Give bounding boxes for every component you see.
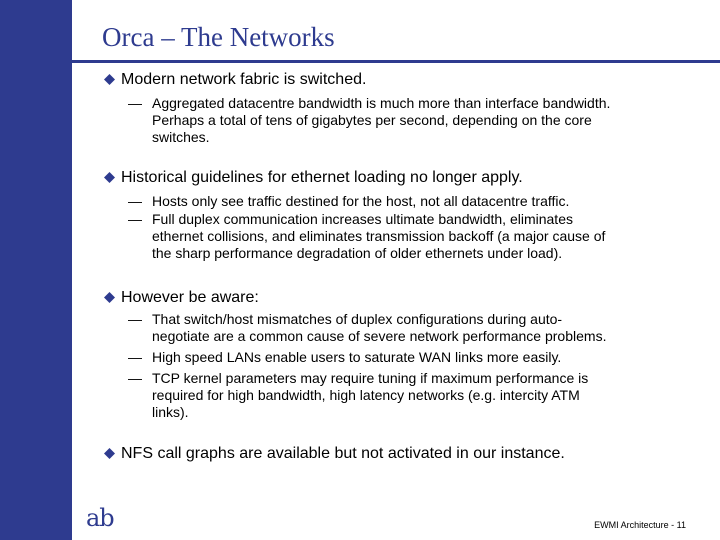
sub-bullet-item <box>128 193 708 210</box>
left-accent-bar <box>0 0 72 540</box>
bullet-text: NFS call graphs are available but not activated in our instance. <box>121 445 565 462</box>
sub-bullet-text <box>152 370 708 421</box>
dash-marker: — <box>128 193 142 209</box>
title-underline <box>24 60 720 63</box>
sub-bullet-line: Perhaps a total of tens of gigabytes per second, depending on the core <box>152 112 592 128</box>
dash-marker: — <box>128 349 142 365</box>
sub-bullet-text <box>152 311 708 345</box>
sub-bullet-item <box>128 349 708 366</box>
diamond-bullet-icon <box>104 292 115 303</box>
sub-bullet-text <box>152 193 708 210</box>
dash-marker: — <box>128 311 142 327</box>
sub-bullet-line: ethernet collisions, and eliminates transmission backoff (a major cause of <box>152 228 606 244</box>
sub-bullet-line: Aggregated datacentre bandwidth is much more than interface bandwidth. <box>152 95 611 111</box>
sub-bullet-item <box>128 311 708 345</box>
sub-bullet-line: links). <box>152 404 189 420</box>
slide-title: Orca – The Networks <box>102 22 335 52</box>
sub-bullet-line: High speed LANs enable users to saturate WAN links more easily. <box>152 349 562 365</box>
sub-bullet-line: required for high bandwidth, high latency networks (e.g. intercity ATM <box>152 387 580 403</box>
sub-bullet-text <box>152 211 708 262</box>
sub-bullet-line: negotiate are a common cause of severe network performance problems. <box>152 328 607 344</box>
diamond-bullet-icon <box>104 172 115 183</box>
bullet-text: Historical guidelines for ethernet loading no longer apply. <box>121 169 523 186</box>
sub-bullet-line: TCP kernel parameters may require tuning if maximum performance is <box>152 370 589 386</box>
sub-bullet-text <box>152 95 708 146</box>
sub-bullet-item <box>128 95 708 146</box>
sub-bullet-line: switches. <box>152 129 210 145</box>
bullet-text: Modern network fabric is switched. <box>121 71 367 88</box>
sub-bullet-text <box>152 349 708 366</box>
diamond-bullet-icon <box>104 74 115 85</box>
dash-marker: — <box>128 370 142 386</box>
sub-bullet-line: Full duplex communication increases ultimate bandwidth, eliminates <box>152 211 573 227</box>
company-logo: ab <box>86 504 114 532</box>
dash-marker: — <box>128 211 142 227</box>
sub-bullet-item <box>128 211 708 262</box>
dash-marker: — <box>128 95 142 111</box>
bullet-text: However be aware: <box>121 289 259 306</box>
slide-footer: EWMI Architecture - 11 <box>594 520 686 530</box>
sub-bullet-line: the sharp performance degradation of older ethernets under load). <box>152 245 563 261</box>
sub-bullet-line: That switch/host mismatches of duplex configurations during auto- <box>152 311 563 327</box>
sub-bullet-line: Hosts only see traffic destined for the host, not all datacentre traffic. <box>152 193 570 209</box>
diamond-bullet-icon <box>104 448 115 459</box>
sub-bullet-item <box>128 370 708 421</box>
